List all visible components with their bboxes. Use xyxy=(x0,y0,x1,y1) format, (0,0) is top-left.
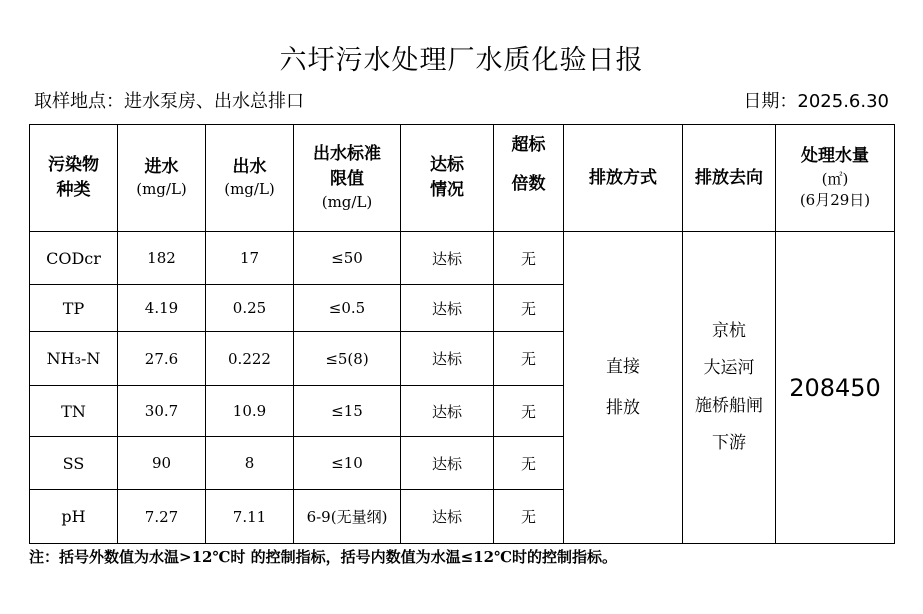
limit-value: ≤50 xyxy=(294,232,401,285)
header-inflow: 进水 (mg/L) xyxy=(118,125,206,232)
status-value: 达标 xyxy=(401,490,494,544)
pollutant-name: pH xyxy=(30,490,118,544)
inflow-value: 30.7 xyxy=(118,386,206,437)
outflow-value: 0.25 xyxy=(206,285,294,332)
limit-value: ≤15 xyxy=(294,386,401,437)
treated-volume: 208450 xyxy=(776,232,895,544)
over-multiple-value: 无 xyxy=(494,386,564,437)
report-date: 日期：2025.6.30 xyxy=(743,91,889,112)
pollutant-name: CODcr xyxy=(30,232,118,285)
table-header-row xyxy=(30,125,895,232)
inflow-value: 7.27 xyxy=(118,490,206,544)
report-title: 六圩污水处理厂水质化验日报 xyxy=(279,45,644,76)
over-multiple-value: 无 xyxy=(494,285,564,332)
discharge-destination: 京杭 大运河 施桥船闸 下游 xyxy=(683,232,776,544)
header-over-multiple: 超标 倍数 xyxy=(494,125,564,232)
over-multiple-value: 无 xyxy=(494,232,564,285)
over-multiple-value: 无 xyxy=(494,437,564,490)
outflow-value: 7.11 xyxy=(206,490,294,544)
footnote: 注：括号外数值为水温>12℃时 的控制指标，括号内数值为水温≤12℃时的控制指标。 xyxy=(29,548,618,566)
inflow-value: 4.19 xyxy=(118,285,206,332)
water-quality-table xyxy=(29,124,895,544)
header-status: 达标 情况 xyxy=(401,125,494,232)
header-destination: 排放去向 xyxy=(683,125,776,232)
status-value: 达标 xyxy=(401,332,494,386)
over-multiple-value: 无 xyxy=(494,332,564,386)
status-value: 达标 xyxy=(401,437,494,490)
limit-value: ≤10 xyxy=(294,437,401,490)
limit-value: ≤5(8) xyxy=(294,332,401,386)
table-row xyxy=(30,232,895,285)
outflow-value: 0.222 xyxy=(206,332,294,386)
limit-value: ≤0.5 xyxy=(294,285,401,332)
header-limit: 出水标准 限值 (mg/L) xyxy=(294,125,401,232)
header-volume: 处理水量 (㎡) (6月29日) xyxy=(776,125,895,232)
outflow-value: 17 xyxy=(206,232,294,285)
header-method: 排放方式 xyxy=(564,125,683,232)
inflow-value: 27.6 xyxy=(118,332,206,386)
status-value: 达标 xyxy=(401,386,494,437)
outflow-value: 8 xyxy=(206,437,294,490)
inflow-value: 90 xyxy=(118,437,206,490)
discharge-method: 直接 排放 xyxy=(564,232,683,544)
sampling-location: 取样地点：进水泵房、出水总排口 xyxy=(34,91,304,112)
pollutant-name: TN xyxy=(30,386,118,437)
inflow-value: 182 xyxy=(118,232,206,285)
over-multiple-value: 无 xyxy=(494,490,564,544)
header-pollutant: 污染物 种类 xyxy=(30,125,118,232)
pollutant-name: SS xyxy=(30,437,118,490)
outflow-value: 10.9 xyxy=(206,386,294,437)
pollutant-name: TP xyxy=(30,285,118,332)
header-outflow: 出水 (mg/L) xyxy=(206,125,294,232)
limit-value: 6-9(无量纲) xyxy=(294,490,401,544)
pollutant-name: NH₃-N xyxy=(30,332,118,386)
status-value: 达标 xyxy=(401,285,494,332)
status-value: 达标 xyxy=(401,232,494,285)
